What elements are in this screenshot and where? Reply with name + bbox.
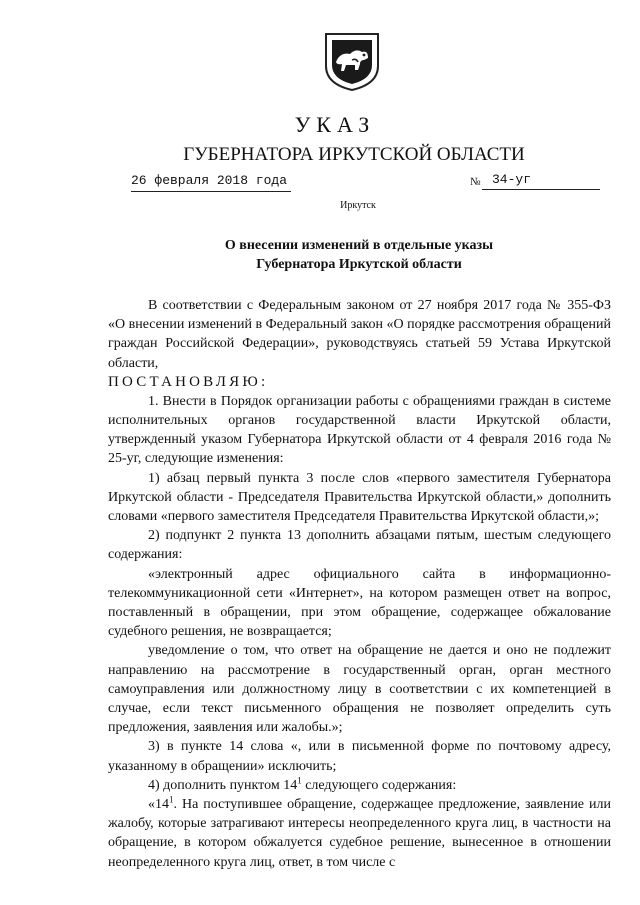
paragraph-1-item-4 <box>108 776 611 795</box>
paragraph-1-item-3: 3) в пункте 14 слова «, или в письменной форме по почтовому адресу, указанному в обращении» исключить; <box>108 739 611 774</box>
document-type-title: УКАЗ <box>294 112 376 137</box>
paragraph-1-item-4-quote <box>108 795 611 872</box>
city-label: Иркутск <box>340 200 376 211</box>
document-date: 26 февраля 2018 года <box>131 172 291 192</box>
number-label: № <box>470 176 481 188</box>
item-4-text-end: следующего содержания: <box>301 777 457 793</box>
issuer-title: ГУБЕРНАТОРА ИРКУТСКОЙ ОБЛАСТИ <box>183 144 525 165</box>
preamble-paragraph: В соответствии с Федеральным законом от 27 ноября 2017 года № 355-ФЗ «О внесении изменений в Федеральный закон «О порядке рассмотрения обращений граждан Российской Федерации», руководствуясь статьей 59 Устава Иркутской области, <box>108 298 611 371</box>
document-subject <box>0 236 640 274</box>
paragraph-1-item-2-quote-a: «электронный адрес официального сайта в информационно-телекоммуникационной сети «Интернет», на котором размещен ответ на вопрос, поставленный в обращении, при этом обращение, содержащее обжалование судебного решения, не возвращается; <box>108 566 611 640</box>
postanovlyayu-heading: ПОСТАНОВЛЯЮ: <box>108 373 269 390</box>
paragraph-1-item-1: 1) абзац первый пункта 3 после слов «первого заместителя Губернатора Иркутской области - Председателя Правительства Иркутской области,» дополнить словами «первого заместителя Председателя Правительства Иркутской области,»; <box>108 470 611 525</box>
document-body <box>108 296 611 872</box>
quote-text-end: . На поступившее обращение, содержащее предложение, заявление или жалобу, которые затрагивают интересы неопределенного круга лиц, в частности на обращение, в котором обжалуется судебное решение, вынесенное в отношении неопределенного круга лиц, ответ, в том числе с <box>108 797 611 870</box>
paragraph-1-item-2-quote-b: уведомление о том, что ответ на обращение не дается и оно не подлежит направлению на рассмотрение в государственный орган, орган местного самоуправления или должностному лицу в соответствии с их компетенцией в случае, если текст письменного обращения не позволяет определить суть предложения, заявления или жалобы.»; <box>108 643 611 736</box>
quote-text-start: «14 <box>148 797 169 813</box>
subject-line-2: Губернатора Иркутской области <box>256 257 462 272</box>
item-4-superscript: 1 <box>297 775 302 786</box>
item-4-text-start: 4) дополнить пунктом 14 <box>148 777 298 793</box>
subject-line-1: О внесении изменений в отдельные указы <box>224 238 494 253</box>
coat-of-arms-icon <box>322 30 382 92</box>
document-number: 34-уг <box>482 171 600 190</box>
paragraph-1-item-2: 2) подпункт 2 пункта 13 дополнить абзацами пятым, шестым следующего содержания: <box>108 528 611 563</box>
paragraph-1: 1. Внести в Порядок организации работы с обращениями граждан в системе исполнительных органов государственной власти Иркутской области, утвержденный указом Губернатора Иркутской области от 4 февраля 2016 года № 25-уг, следующие изменения: <box>108 393 611 467</box>
quote-superscript: 1 <box>169 794 174 805</box>
